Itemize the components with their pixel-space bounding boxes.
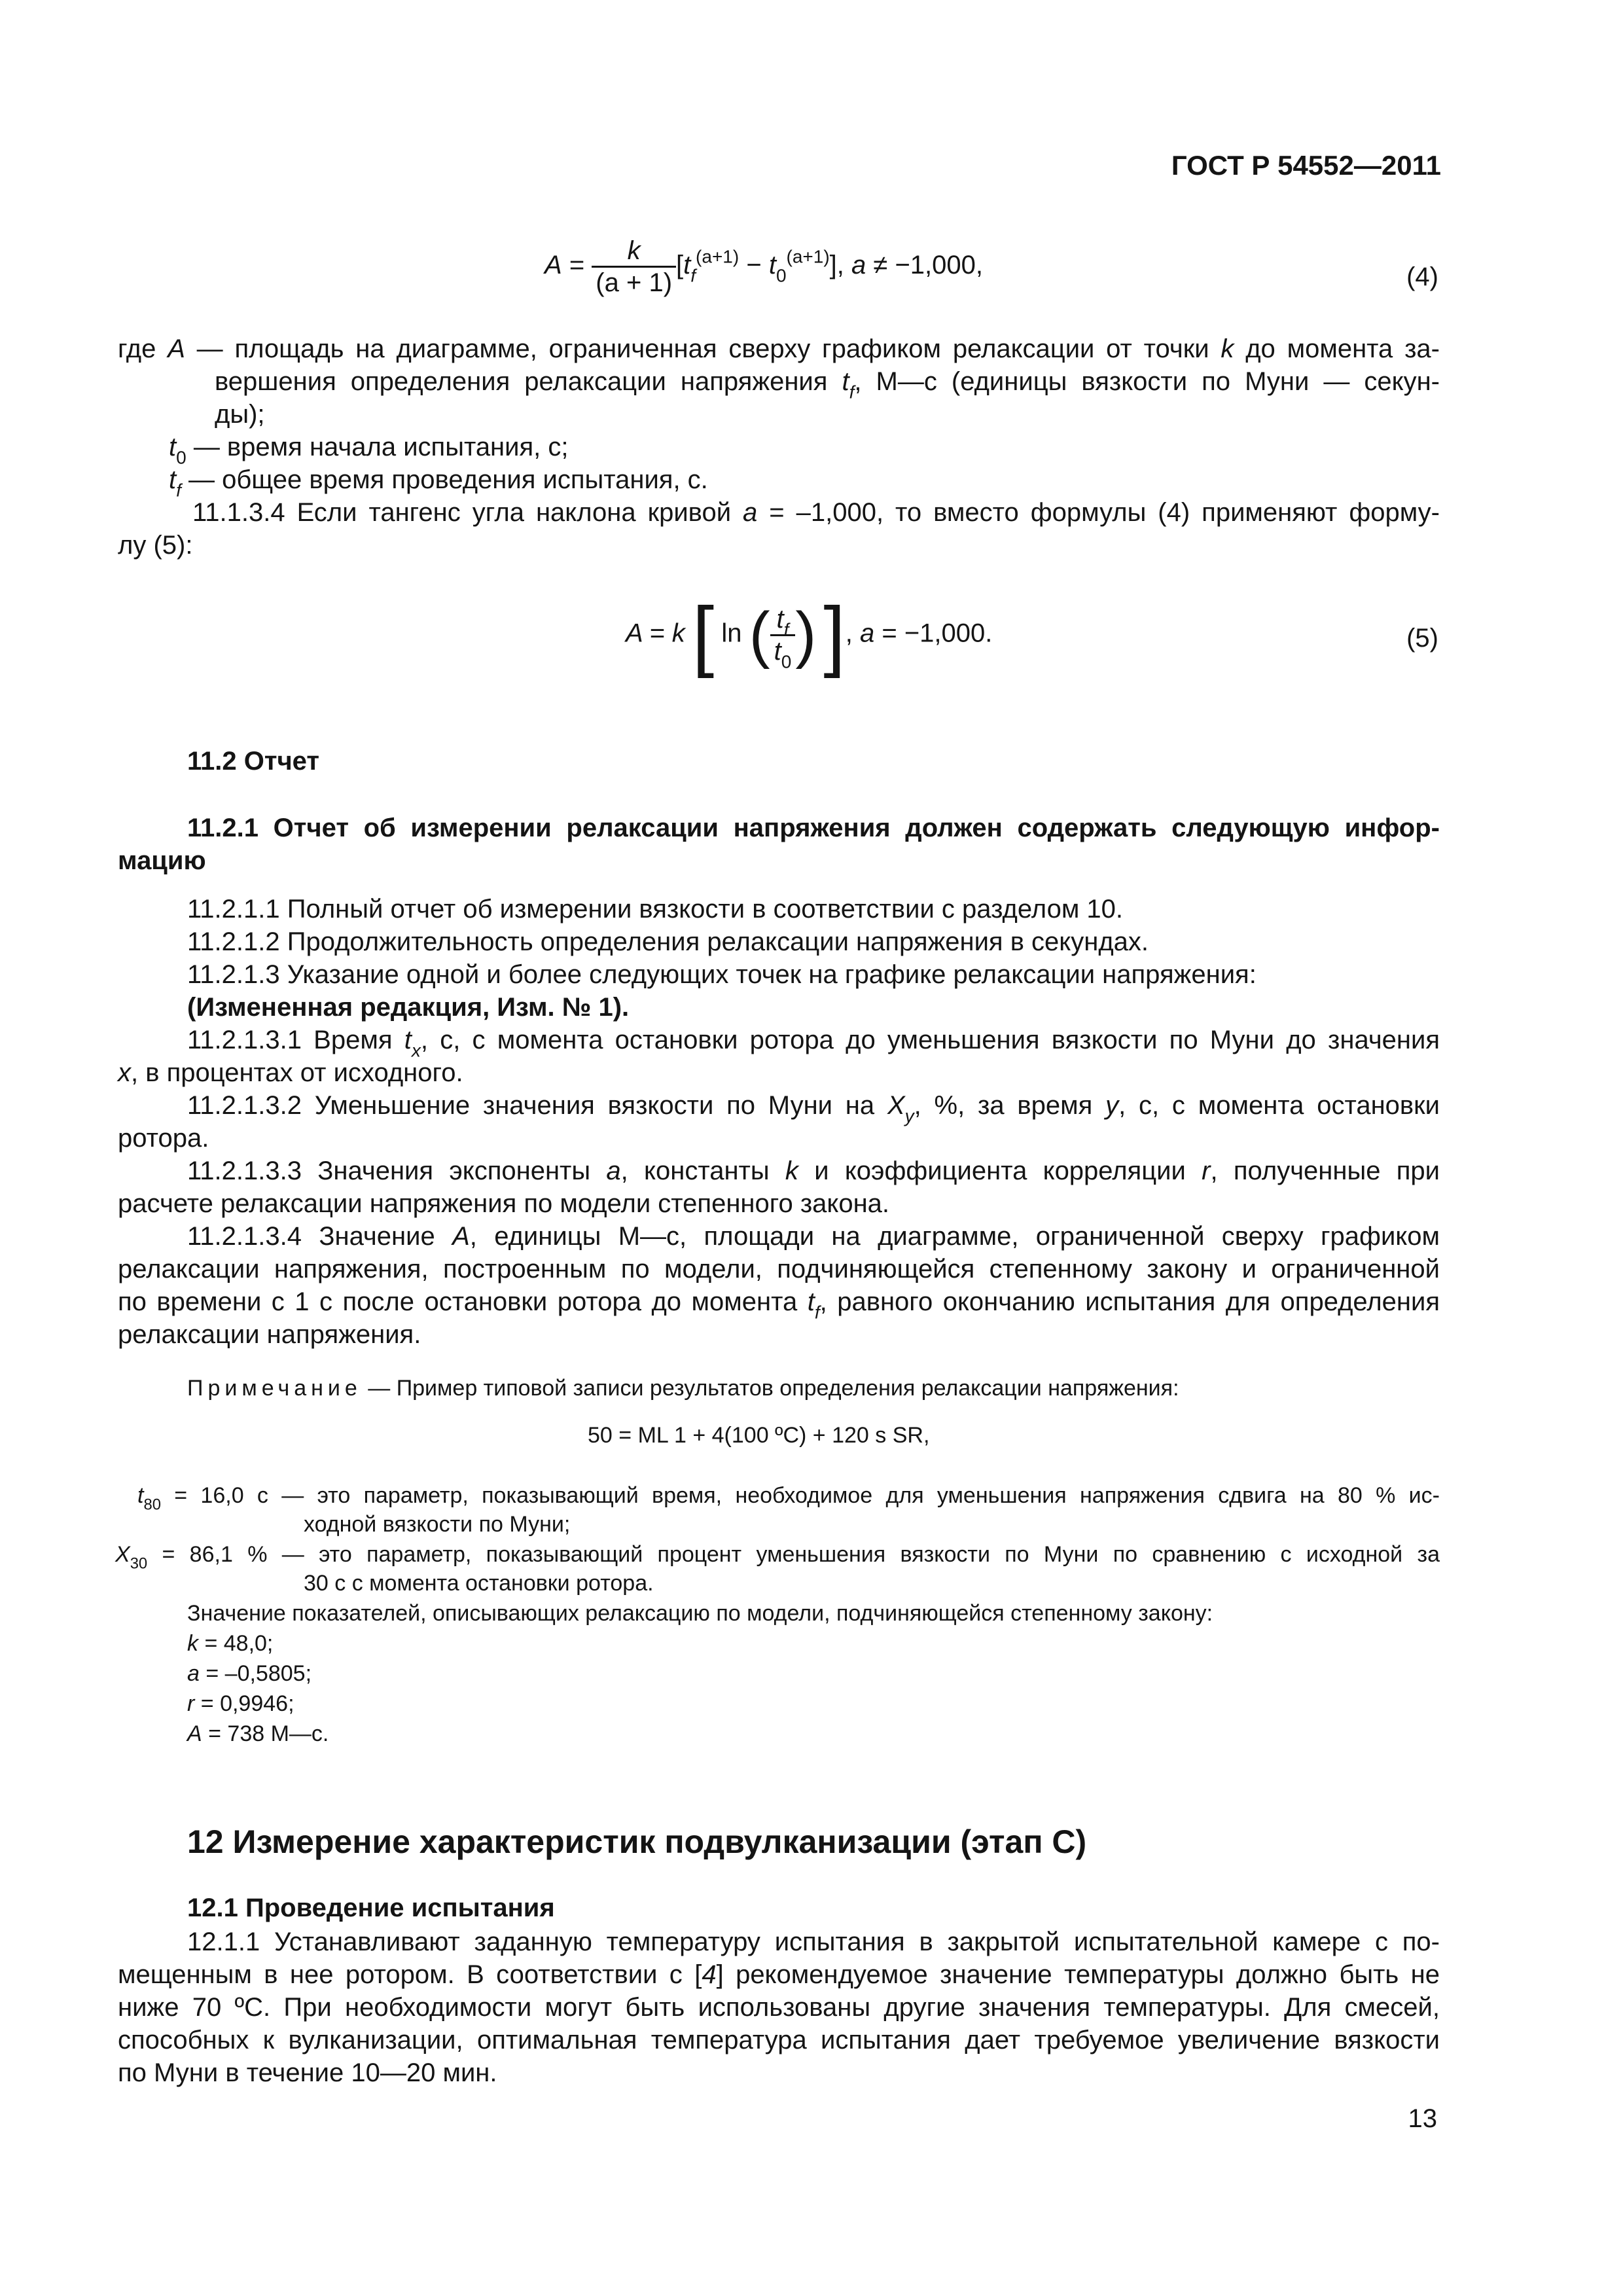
item-11-2-1-1: 11.2.1.1 Полный отчет об измерении вязкости в соответствии с разделом 10. xyxy=(187,895,1124,924)
item-11-2-1-3-3-line-1: 11.2.1.3.3 Значения экспоненты a, константы k и коэффициента корреляции r, полученные при xyxy=(187,1157,1440,1185)
paragraph-11-1-3-4-line-2: лу (5): xyxy=(118,531,193,560)
item-11-2-1-3-3-line-2: расчете релаксации напряжения по модели степенного закона. xyxy=(118,1189,890,1218)
formula-5-fraction: $\frac{t_f}{t_0}$ xyxy=(770,604,796,666)
item-11-2-1-3-4-line-3: по времени с 1 с после остановки ротора до момента $t_f$, равного окончанию испытания для определения xyxy=(118,1287,1440,1323)
item-11-2-1-3-4-line-1: 11.2.1.3.4 Значение A, единицы М—с, площади на диаграмме, ограниченной сверху графиком xyxy=(187,1222,1440,1251)
formula-5-number: (5) xyxy=(1406,624,1438,653)
item-11-2-1-3-4-line-4: релаксации напряжения. xyxy=(118,1320,421,1349)
item-11-2-1-3-2-line-2: ротора. xyxy=(118,1124,209,1153)
formula-4-fraction: $\frac{k}{(a + 1)}$ xyxy=(592,236,676,298)
formula-4: A = $\frac{k}{(a + 1)}$ $[t_f^{(a+1)} - t_0^{(a+1)}]$, a ≠ −1,000, xyxy=(544,236,984,297)
where-tf: $t_f$ — общее время проведения испытания, с. xyxy=(169,465,708,501)
note-param-k: k = 48,0; xyxy=(187,1631,274,1656)
formula-5: A = k [ ln ( $\frac{t_f}{t_0}$ ) ], a = −1,000. xyxy=(626,591,993,679)
paragraph-12-1-1-line-2: мещенным в нее ротором. В соответствии с [4] рекомендуемое значение температуры должно быть не xyxy=(118,1960,1440,1989)
note-intro: Примечание — Пример типовой записи результатов определения релаксации напряжения: xyxy=(187,1376,1179,1401)
note-param-r: r = 0,9946; xyxy=(187,1691,294,1716)
paragraph-12-1-1-line-1: 12.1.1 Устанавливают заданную температуру испытания в закрытой испытательной камере с по- xyxy=(187,1928,1440,1956)
document-code: ГОСТ Р 54552—2011 xyxy=(1171,150,1441,181)
section-12-1-title: 12.1 Проведение испытания xyxy=(187,1893,555,1922)
where-t0: $t_0$ — время начала испытания, с; xyxy=(169,433,569,468)
paragraph-12-1-1-line-4: способных к вулканизации, оптимальная температура испытания дает требуемое увеличение вязкости xyxy=(118,2026,1440,2054)
where-line-2: вершения определения релаксации напряжения $t_f$, М—с (единицы вязкости по Муни — секун- xyxy=(215,367,1440,403)
note-params-intro: Значение показателей, описывающих релаксацию по модели, подчиняющейся степенному закону: xyxy=(187,1601,1213,1626)
item-11-2-1-2: 11.2.1.2 Продолжительность определения релаксации напряжения в секундах. xyxy=(187,927,1149,956)
amendment-note: (Измененная редакция, Изм. № 1). xyxy=(187,993,630,1022)
note-x30-line-2: 30 с с момента остановки ротора. xyxy=(304,1571,654,1596)
section-11-2-title: 11.2 Отчет xyxy=(187,747,319,776)
paragraph-12-1-1-line-5: по Муни в течение 10—20 мин. xyxy=(118,2058,497,2087)
item-11-2-1-3-4-line-2: релаксации напряжения, построенным по модели, подчиняющейся степенному закону и ограниченной xyxy=(118,1255,1440,1283)
section-11-2-1-line-2: мацию xyxy=(118,846,206,875)
item-11-2-1-3: 11.2.1.3 Указание одной и более следующих точек на графике релаксации напряжения: xyxy=(187,960,1257,989)
paragraph-11-1-3-4-line-1: 11.1.3.4 Если тангенс угла наклона кривой a = –1,000, то вместо формулы (4) применяют форму- xyxy=(192,498,1440,527)
item-11-2-1-3-1-line-2: x, в процентах от исходного. xyxy=(118,1058,463,1087)
note-formula: 50 = ML 1 + 4(100 ºC) + 120 s SR, xyxy=(588,1423,930,1448)
formula-4-number: (4) xyxy=(1406,262,1438,291)
note-x30-line-1: $X_{30} = 86,1$ % — это параметр, показывающий процент уменьшения вязкости по Муни по сравнению с исходной за xyxy=(115,1542,1440,1573)
note-t80-line-2: ходной вязкости по Муни; xyxy=(304,1512,571,1537)
item-11-2-1-3-1-line-1: 11.2.1.3.1 Время $t_x$, с, с момента остановки ротора до уменьшения вязкости по Муни до значения xyxy=(187,1026,1440,1061)
section-12-title: 12 Измерение характеристик подвулканизации (этап С) xyxy=(187,1823,1087,1860)
paragraph-12-1-1-line-3: ниже 70 ºC. При необходимости могут быть использованы другие значения температуры. Для смесей, xyxy=(118,1993,1440,2022)
page-number: 13 xyxy=(1408,2104,1437,2133)
where-line-3: ды); xyxy=(215,400,265,429)
where-line-1: где A — площадь на диаграмме, ограниченная сверху графиком релаксации от точки k до момента за- xyxy=(118,334,1440,363)
item-11-2-1-3-2-line-1: 11.2.1.3.2 Уменьшение значения вязкости по Муни на $X_y$, %, за время y, с, с момента остановки xyxy=(187,1091,1440,1126)
note-param-a: a = –0,5805; xyxy=(187,1661,312,1686)
note-param-A: A = 738 М—с. xyxy=(187,1721,329,1746)
section-11-2-1-line-1: 11.2.1 Отчет об измерении релаксации напряжения должен содержать следующую инфор- xyxy=(187,814,1440,842)
note-t80-line-1: $t_{80} = 16,0$ с — это параметр, показывающий время, необходимое для уменьшения напряжения сдвига на 80 % ис- xyxy=(137,1483,1440,1514)
